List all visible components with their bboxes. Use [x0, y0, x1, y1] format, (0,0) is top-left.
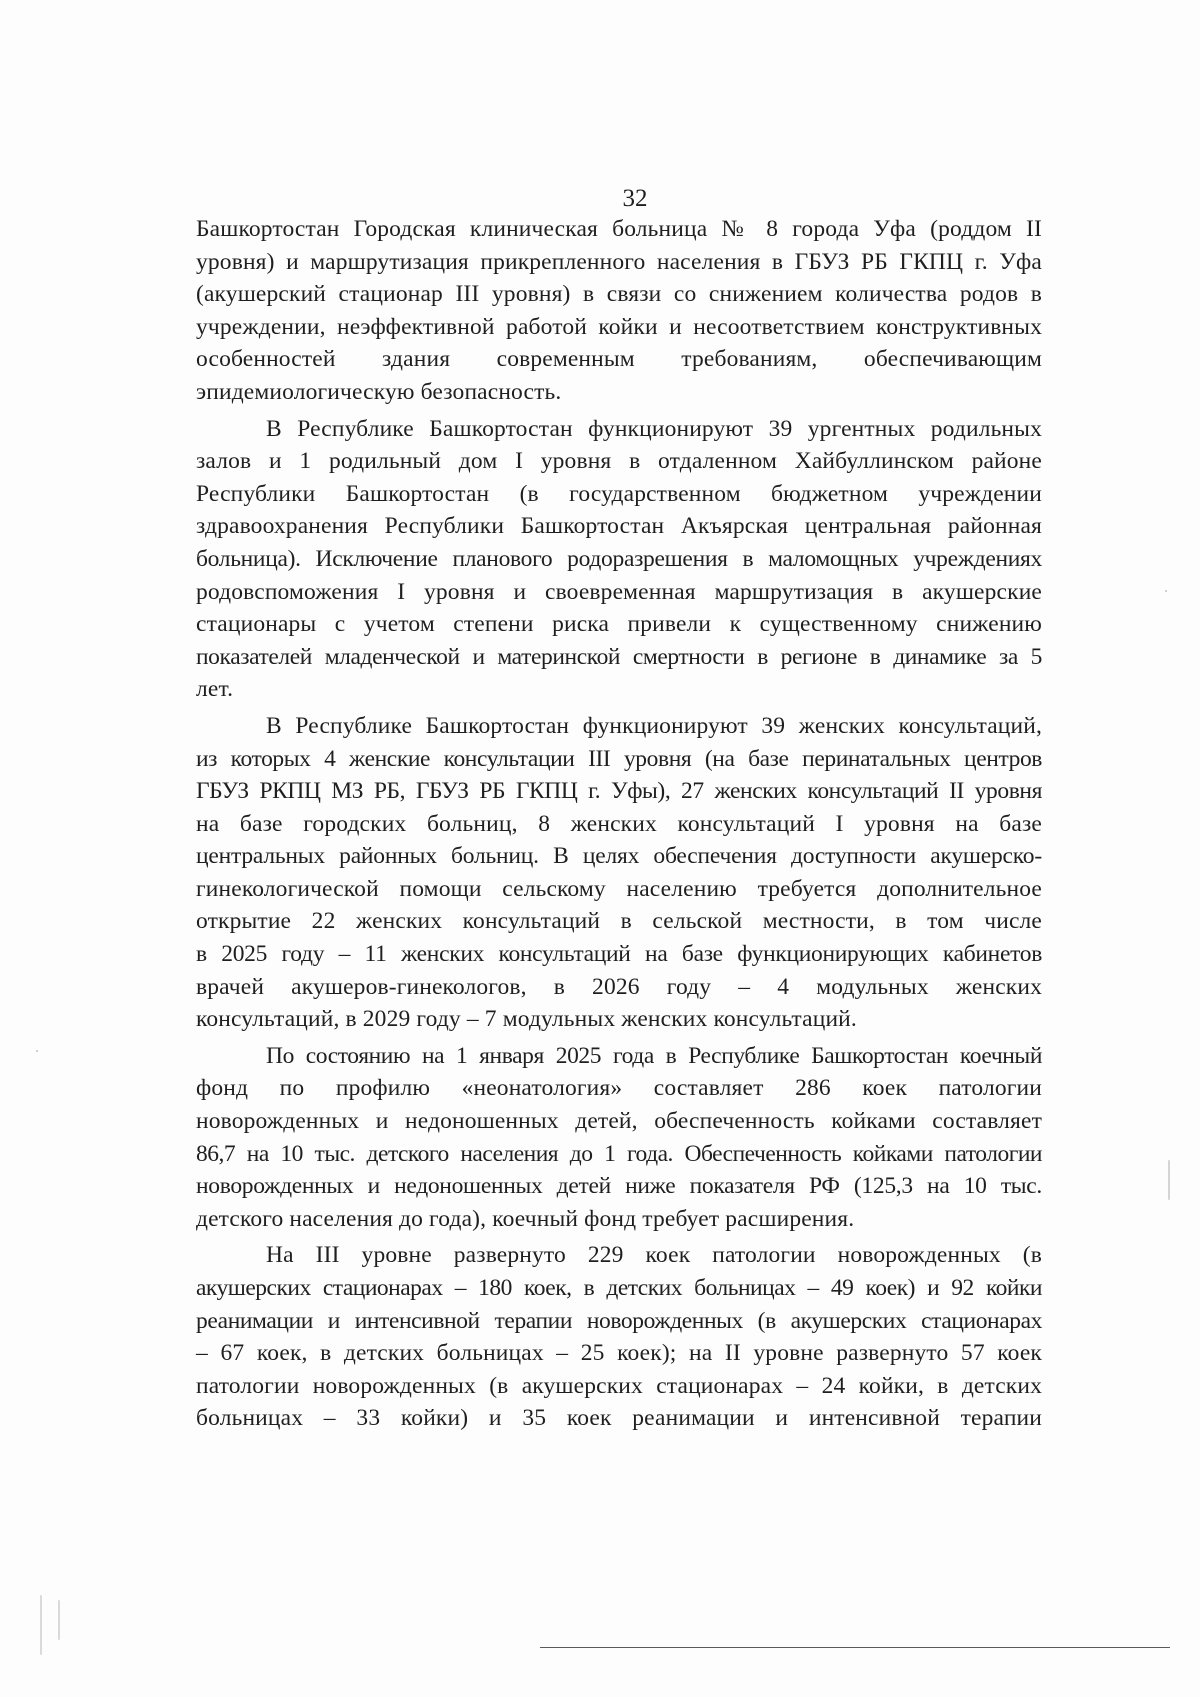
text-line: – 67 коек, в детских больницах – 25 коек); на II уровне развернуто 57 коек — [196, 1340, 1042, 1367]
text-line: консультаций, в 2029 году – 7 модульных женских консультаций. — [196, 1006, 857, 1033]
text-line: детского населения до года), коечный фонд требует расширения. — [196, 1205, 855, 1232]
text-line: из которых 4 женские консультации III уровня (на базе перинатальных центров — [196, 745, 1042, 772]
paragraph — [196, 710, 1042, 1036]
paragraph — [196, 413, 1042, 706]
text-line: гинекологической помощи сельскому населению требуется дополнительное — [196, 875, 1042, 902]
text-line: (акушерский стационар III уровня) в связи со снижением количества родов в — [196, 281, 1042, 308]
scan-speck — [1168, 1160, 1170, 1200]
scan-speck — [1165, 590, 1167, 592]
footer-divider — [540, 1647, 1170, 1648]
text-line: эпидемиологическую безопасность. — [196, 378, 562, 405]
page-number: 32 — [622, 185, 648, 212]
paragraph — [196, 1040, 1042, 1236]
text-line: Республики Башкортостан (в государственном бюджетном учреждении — [196, 480, 1042, 507]
text-line: патологии новорожденных (в акушерских стационарах – 24 койки, в детских — [196, 1372, 1042, 1399]
text-line: показателей младенческой и материнской смертности в регионе в динамике за 5 — [196, 643, 1042, 670]
text-line: новорожденных и недоношенных детей ниже показателя РФ (125,3 на 10 тыс. — [196, 1173, 1042, 1200]
scan-speck — [58, 1600, 60, 1640]
text-line: В Республике Башкортостан функционируют 39 ургентных родильных — [266, 415, 1042, 442]
text-line: залов и 1 родильный дом I уровня в отдаленном Хайбуллинском районе — [196, 448, 1042, 475]
text-line: лет. — [196, 676, 234, 703]
text-line: центральных районных больниц. В целях обеспечения доступности акушерско- — [196, 843, 1042, 870]
scan-speck — [36, 1050, 38, 1052]
text-line: здравоохранения Республики Башкортостан Акъярская центральная районная — [196, 513, 1042, 540]
text-line: новорожденных и недоношенных детей, обеспеченность койками составляет — [196, 1108, 1042, 1135]
paragraph — [196, 1239, 1042, 1435]
text-line: особенностей здания современным требованиям, обеспечивающим — [196, 346, 1042, 373]
text-line: родовспоможения I уровня и своевременная маршрутизация в акушерские — [196, 578, 1042, 605]
text-line: ГБУЗ РКПЦ МЗ РБ, ГБУЗ РБ ГКПЦ г. Уфы), 27 женских консультаций II уровня — [196, 778, 1042, 805]
text-line: учреждении, неэффективной работой койки и несоответствием конструктивных — [196, 313, 1042, 340]
scan-speck — [40, 1595, 42, 1655]
text-line: По состоянию на 1 января 2025 года в Республике Башкортостан коечный — [266, 1042, 1042, 1069]
text-line: уровня) и маршрутизация прикрепленного населения в ГБУЗ РБ ГКПЦ г. Уфа — [196, 248, 1042, 275]
document-body — [196, 213, 1042, 1439]
text-line: врачей акушеров-гинекологов, в 2026 году – 4 модульных женских — [196, 973, 1042, 1000]
text-line: На III уровне развернуто 229 коек патологии новорожденных (в — [266, 1242, 1042, 1269]
text-line: на базе городских больниц, 8 женских консультаций I уровня на базе — [196, 810, 1042, 837]
text-line: фонд по профилю «неонатология» составляет 286 коек патологии — [196, 1075, 1042, 1102]
text-line: открытие 22 женских консультаций в сельской местности, в том числе — [196, 908, 1042, 935]
text-line: стационары с учетом степени риска привели к существенному снижению — [196, 611, 1042, 638]
text-line: Башкортостан Городская клиническая больница № 8 города Уфа (роддом II — [196, 216, 1042, 242]
text-line: 86,7 на 10 тыс. детского населения до 1 года. Обеспеченность койками патологии — [196, 1140, 1042, 1167]
paragraph — [196, 213, 1042, 409]
text-line: реанимации и интенсивной терапии новорожденных (в акушерских стационарах — [196, 1307, 1042, 1334]
text-line: в 2025 году – 11 женских консультаций на базе функционирующих кабинетов — [196, 941, 1042, 968]
text-line: больницах – 33 койки) и 35 коек реанимации и интенсивной терапии — [196, 1405, 1042, 1432]
text-line: акушерских стационарах – 180 коек, в детских больницах – 49 коек) и 92 койки — [196, 1275, 1042, 1301]
text-line: В Республике Башкортостан функционируют 39 женских консультаций, — [266, 712, 1042, 739]
text-line: больница). Исключение планового родоразрешения в маломощных учреждениях — [196, 545, 1042, 572]
